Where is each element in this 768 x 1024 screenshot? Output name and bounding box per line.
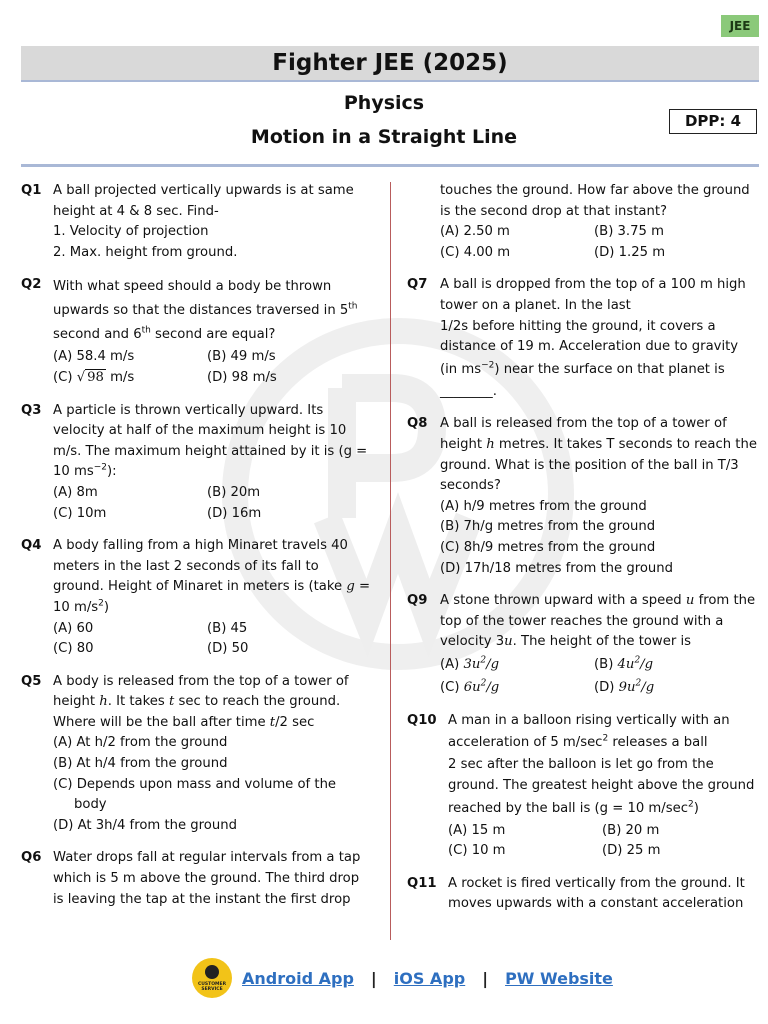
- question-text: A rocket is fired vertically from the ground. It: [448, 875, 745, 891]
- question-q10: [407, 711, 759, 862]
- question-number: Q9: [407, 593, 428, 609]
- superscript: th: [348, 301, 358, 312]
- question-text: reached by the ball is (g = 10 $m/\sec^2$): [448, 799, 699, 816]
- question-q9: [407, 591, 759, 699]
- option-c: (C) 10m: [53, 505, 107, 521]
- option-a: (A) 15 m: [448, 822, 506, 838]
- option-d: (D) 25 m: [602, 843, 661, 859]
- question-q6: [21, 848, 371, 910]
- right-column: [407, 181, 759, 927]
- option-c-continued: body: [74, 797, 107, 813]
- question-number: Q8: [407, 416, 428, 432]
- question-q5: [21, 672, 371, 837]
- page-title: Fighter JEE (2025): [21, 46, 759, 82]
- chapter-heading: Motion in a Straight Line: [250, 126, 518, 148]
- question-number: Q3: [21, 402, 42, 418]
- option-b: (B) 49 m/s: [207, 349, 276, 365]
- question-text: ground. The greatest height above the ground: [448, 778, 755, 794]
- question-text: A particle is thrown vertically upward. Its velocity at half of the maximum height is 10 m/s. The maximum height attained by it is (g = 10 ms: [53, 402, 368, 480]
- question-q7: [407, 275, 759, 402]
- customer-service-logo: CUSTOMER SERVICE: [192, 958, 232, 998]
- subject-heading: Physics: [343, 92, 425, 114]
- question-text: from the top of the tower reaches the ground with a velocity 3: [440, 593, 756, 650]
- question-text: sec to reach the ground. Where will be the ball after time: [53, 694, 341, 730]
- option-b: (B) 7h/g metres from the ground: [440, 519, 656, 535]
- question-text: height at 4 & 8 sec. Find-: [53, 203, 219, 219]
- question-text: which is 5 m above the ground. The third drop: [53, 871, 360, 887]
- option-a: (A) 58.4 m/s: [53, 349, 135, 365]
- superscript: th: [141, 325, 151, 336]
- question-text: = 10 m/s: [53, 579, 371, 615]
- variable-h: h: [486, 436, 495, 452]
- option-d: (D) 50: [207, 641, 249, 657]
- variable-g: g: [346, 579, 355, 595]
- question-text: is leaving the tap at the instant the first drop: [53, 891, 351, 907]
- question-text: 1/2s before hitting the ground, it covers a: [440, 318, 716, 334]
- option-b: (B) 20 m: [602, 822, 660, 838]
- option-d: (D) 1.25 m: [594, 244, 666, 260]
- question-text: ):: [106, 464, 117, 480]
- ios-app-link[interactable]: iOS App: [393, 968, 466, 988]
- sqrt-expression: √ 98: [76, 369, 104, 385]
- footer-separator: |: [482, 968, 489, 988]
- option-d: (D) 98 m/s: [207, 369, 277, 385]
- option-c: (C) 80: [53, 641, 94, 657]
- question-q2: [21, 275, 371, 388]
- question-number: Q2: [21, 277, 42, 293]
- question-text: 2. Max. height from ground.: [53, 244, 238, 260]
- left-column: [21, 181, 371, 922]
- question-q8: [407, 414, 759, 579]
- option-a: (A) $3u^2/g$: [440, 655, 500, 672]
- question-q1: [21, 181, 371, 263]
- option-c: (C) √ 98 m/s: [53, 369, 135, 385]
- question-number: Q6: [21, 850, 42, 866]
- question-q6-continued: [407, 181, 759, 263]
- option-b: (B) $4u^2/g$: [594, 655, 654, 672]
- answer-blank: ________.: [440, 383, 497, 399]
- question-q4: [21, 536, 371, 660]
- question-q3: [21, 401, 371, 525]
- question-number: Q10: [407, 712, 437, 728]
- option-d: (D) $9u^2/g$: [594, 678, 655, 695]
- question-q11: [407, 874, 759, 915]
- question-text: A body is released from the top of a tower of height: [53, 673, 349, 710]
- option-a: (A) 8m: [53, 484, 98, 500]
- option-b: (B) 20m: [207, 484, 261, 500]
- superscript: 2: [98, 598, 104, 609]
- pw-website-link[interactable]: PW Website: [505, 968, 613, 988]
- option-c: (C) 4.00 m: [440, 244, 511, 260]
- question-number: Q5: [21, 673, 42, 689]
- options-grid: [53, 619, 371, 660]
- question-number: Q1: [21, 183, 42, 198]
- question-text: second and 6: [53, 327, 142, 343]
- question-text: . It takes: [107, 694, 169, 710]
- android-app-link[interactable]: Android App: [242, 968, 354, 988]
- footer-separator: |: [370, 968, 377, 988]
- question-text: ): [103, 599, 110, 615]
- variable-u: u: [504, 634, 513, 650]
- column-divider: [390, 182, 391, 940]
- question-text: distance of 19 m. Acceleration due to gravity: [440, 339, 739, 355]
- question-text: metres. It takes T seconds to reach the ground. What is the position of the ball in T/3 seconds?: [440, 436, 757, 494]
- header-rule: [21, 164, 759, 167]
- question-text: (in $ms^{-2}$) near the surface on that planet is: [440, 360, 725, 377]
- question-text: A man in a balloon rising vertically with an: [448, 712, 730, 728]
- option-a: (A) 60: [53, 620, 94, 636]
- question-text: A ball is dropped from the top of a 100 m high: [440, 277, 746, 293]
- question-text: touches the ground. How far above the ground: [440, 183, 750, 198]
- jee-badge: JEE: [721, 15, 759, 37]
- options-grid: [53, 347, 371, 388]
- question-text: acceleration of 5 $m/\sec^2$ releases a ball: [448, 734, 708, 751]
- question-text: moves upwards with a constant acceleration: [448, 896, 744, 912]
- variable-u: u: [685, 593, 695, 609]
- question-number: Q4: [21, 538, 42, 554]
- option-c: (C) 8h/9 metres from the ground: [440, 539, 656, 555]
- question-text: A ball projected vertically upwards is at same: [53, 183, 354, 198]
- question-number: Q11: [407, 875, 437, 891]
- option-d: (D) 17h/18 metres from the ground: [440, 560, 674, 576]
- option-b: (B) 3.75 m: [594, 224, 664, 240]
- question-text: A ball is released from the top of a tower of height: [440, 416, 727, 452]
- option-c: (C) Depends upon mass and volume of the: [53, 776, 337, 792]
- option-c: (C) $6u^2/g$: [440, 678, 500, 695]
- options-grid: [53, 483, 371, 524]
- question-text: 1. Velocity of projection: [53, 224, 209, 240]
- option-b: (B) At h/4 from the ground: [53, 756, 228, 772]
- question-text: /2 sec: [275, 714, 315, 730]
- option-c: (C) 10 m: [448, 843, 506, 859]
- question-text: A stone thrown upward with a speed: [440, 593, 686, 609]
- option-a: (A) h/9 metres from the ground: [440, 498, 647, 514]
- options-grid: [448, 821, 759, 862]
- option-a: (A) 2.50 m: [440, 224, 510, 240]
- options-grid: [440, 653, 759, 699]
- option-a: (A) At h/2 from the ground: [53, 735, 228, 751]
- option-d: (D) 16m: [207, 505, 262, 521]
- question-text: Water drops fall at regular intervals from a tap: [53, 850, 361, 866]
- dpp-label: DPP: 4: [669, 109, 757, 134]
- variable-h: h: [99, 694, 108, 710]
- option-b: (B) 45: [207, 620, 248, 636]
- variable-t: t: [168, 694, 175, 710]
- footer-links: [192, 958, 613, 998]
- question-text: With what speed should a body be thrown upwards so that the distances traversed in 5: [53, 279, 349, 319]
- question-number: Q7: [407, 277, 428, 293]
- superscript: −2: [93, 462, 107, 473]
- question-text: second are equal?: [150, 327, 276, 343]
- question-text: tower on a planet. In the last: [440, 297, 631, 313]
- question-text: . The height of the tower is: [512, 634, 691, 650]
- variable-t: t: [269, 714, 276, 730]
- question-text: is the second drop at that instant?: [440, 203, 668, 219]
- question-text: 2 sec after the balloon is let go from the: [448, 757, 714, 773]
- question-text: A body falling from a high Minaret travels 40 meters in the last 2 seconds of its fall to ground. Height of Minaret in meters is (take: [53, 538, 348, 595]
- option-d: (D) At 3h/4 from the ground: [53, 817, 237, 833]
- options-grid: [440, 222, 759, 263]
